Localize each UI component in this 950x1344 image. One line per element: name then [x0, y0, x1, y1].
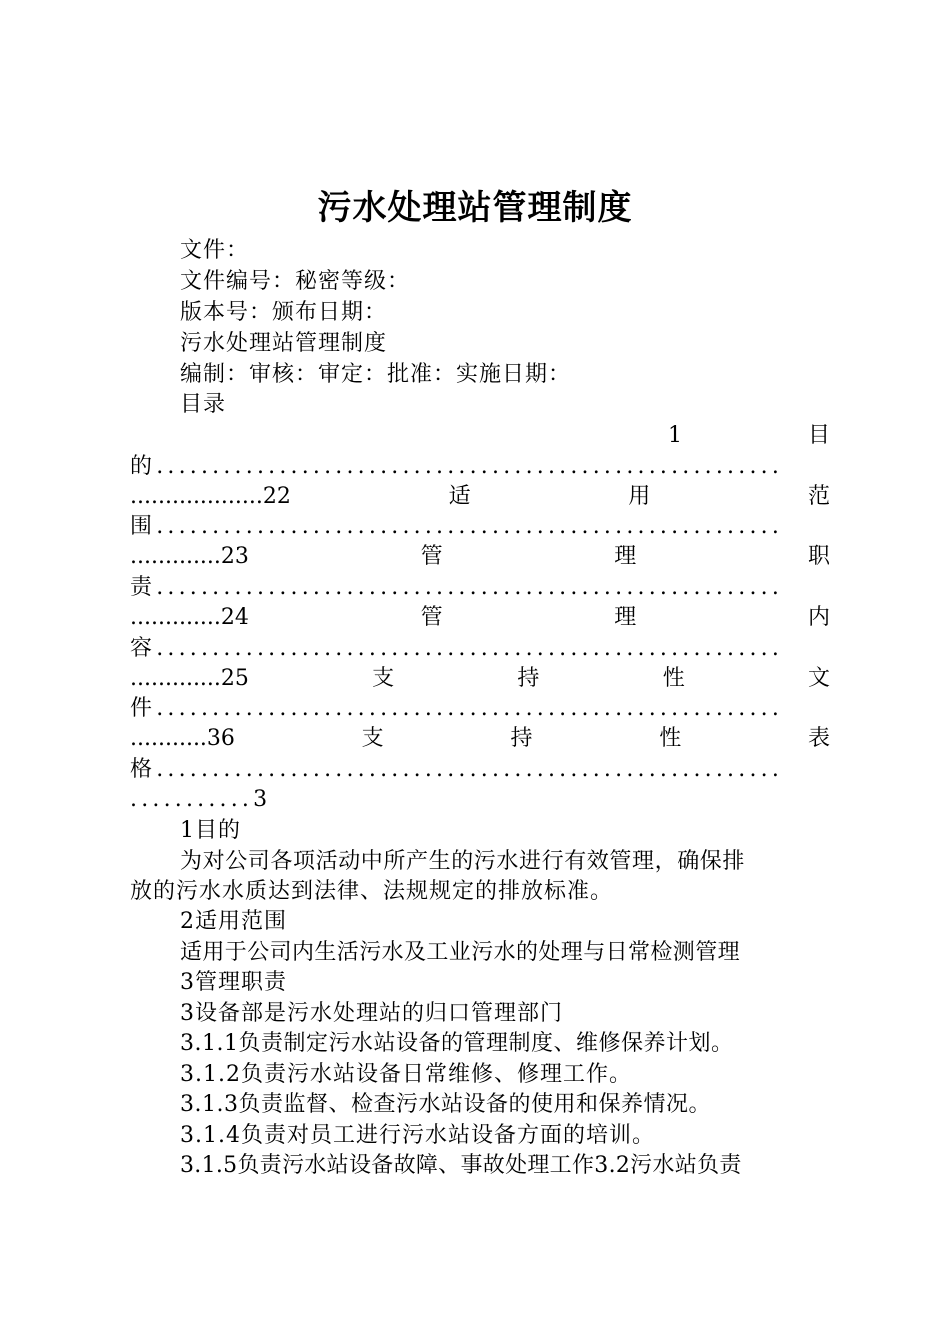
toc-entry-char: 持 — [517, 666, 540, 691]
toc-entry-char: 管 — [420, 544, 443, 569]
toc-heading: 目录 — [180, 392, 227, 417]
toc-leader-row: 格........................................................ — [130, 757, 784, 782]
toc-entry-char: 表 — [807, 726, 830, 751]
toc-entry-char: 目 — [807, 423, 830, 448]
toc-leader-row: 件........................................................ — [130, 696, 784, 721]
toc-row-9 — [130, 664, 830, 694]
clause-3-1-5: 3.1.5负责污水站设备故障、事故处理工作3.2污水站负责 — [180, 1153, 742, 1178]
toc-row-5 — [130, 542, 830, 572]
toc-page-number: 1 — [668, 423, 682, 448]
toc-row-3 — [130, 482, 830, 512]
toc-row-7 — [130, 603, 830, 633]
toc-row-1 — [668, 421, 830, 451]
toc-entry-char: 性 — [662, 666, 685, 691]
section-heading-responsibilities: 3管理职责 — [180, 970, 287, 995]
toc-entry-char: 适 — [448, 484, 471, 509]
clause-3-1-3: 3.1.3负责监督、检查污水站设备的使用和保养情况。 — [180, 1092, 711, 1117]
toc-leader-row: 容........................................................ — [130, 636, 784, 661]
header-line-approvals: 编制：审核：审定：批准：实施日期： — [180, 362, 572, 387]
toc-row-11 — [130, 724, 830, 754]
toc-leader-final: ...........3 — [130, 787, 272, 812]
toc-entry-char: 支 — [361, 726, 384, 751]
toc-entry-char: 文 — [807, 666, 830, 691]
header-line-version: 版本号：颁布日期： — [180, 300, 388, 325]
toc-leader-with-page: .............24 — [130, 605, 249, 630]
toc-entry-char: 性 — [659, 726, 682, 751]
toc-entry-char: 职 — [807, 544, 830, 569]
toc-entry-char: 用 — [628, 484, 651, 509]
document-title: 污水处理站管理制度 — [317, 188, 633, 228]
toc-entry-char: 支 — [372, 666, 395, 691]
section-heading-scope: 2适用范围 — [180, 909, 287, 934]
toc-leader-with-page: .............25 — [130, 666, 249, 691]
toc-leader-row: 责........................................................ — [130, 575, 784, 600]
clause-3-1-2: 3.1.2负责污水站设备日常维修、修理工作。 — [180, 1062, 632, 1087]
toc-entry-char: 范 — [807, 484, 830, 509]
clause-3-1-4: 3.1.4负责对员工进行污水站设备方面的培训。 — [180, 1123, 655, 1148]
toc-leader-row: 围........................................................ — [130, 514, 784, 539]
toc-leader-with-page: ...................22 — [130, 484, 291, 509]
clause-3-1-1: 3.1.1负责制定污水站设备的管理制度、维修保养计划。 — [180, 1031, 734, 1056]
header-line-doc-name: 污水处理站管理制度 — [180, 331, 388, 356]
header-line-file-number: 文件编号：秘密等级： — [180, 269, 411, 294]
paragraph-responsibility-dept: 3设备部是污水处理站的归口管理部门 — [180, 1001, 563, 1026]
toc-leader-with-page: .............23 — [130, 544, 249, 569]
toc-entry-char: 持 — [510, 726, 533, 751]
toc-entry-char: 内 — [807, 605, 830, 630]
header-line-file: 文件： — [180, 238, 250, 263]
toc-leader-with-page: ...........36 — [130, 726, 235, 751]
section-heading-purpose: 1目的 — [180, 818, 241, 843]
toc-entry-char: 理 — [614, 605, 637, 630]
paragraph-scope: 适用于公司内生活污水及工业污水的处理与日常检测管理 — [180, 940, 741, 965]
paragraph-purpose-line-1: 为对公司各项活动中所产生的污水进行有效管理，确保排 — [180, 849, 746, 874]
toc-leader-row: 的........................................................ — [130, 454, 784, 479]
toc-entry-char: 管 — [420, 605, 443, 630]
paragraph-purpose-line-2: 放的污水水质达到法律、法规规定的排放标准。 — [130, 879, 614, 904]
toc-entry-char: 理 — [614, 544, 637, 569]
